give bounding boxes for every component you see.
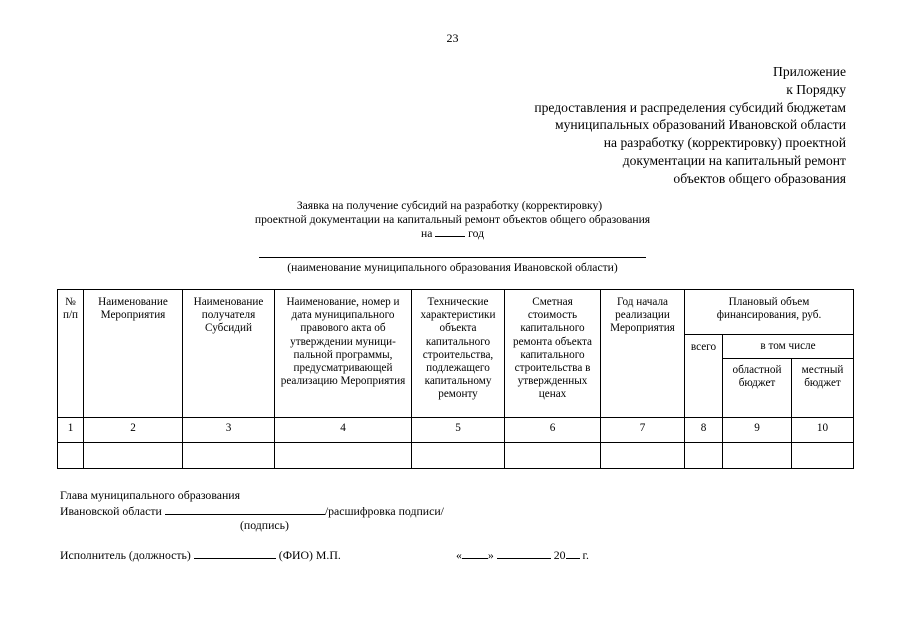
- head-title: Глава муниципального образования: [60, 488, 241, 502]
- executor-line: [60, 548, 341, 563]
- date-open-quote: «: [456, 548, 462, 562]
- municipality-underline: [259, 257, 646, 258]
- appendix-line: объектов общего образования: [673, 170, 846, 186]
- table-row: [58, 443, 854, 469]
- executor-field[interactable]: [194, 548, 276, 559]
- appendix-line: Приложение: [773, 64, 846, 79]
- header-planned-funding: Плановый объем финансирования, руб.: [685, 290, 854, 335]
- table-cell[interactable]: [601, 443, 685, 469]
- appendix-block: [534, 63, 846, 188]
- column-number: 7: [601, 418, 685, 443]
- header-including: в том числе: [723, 335, 854, 359]
- header-tech-specs: Технические характеристики объекта капитального строительства, подлежащего капитальному ремонту: [412, 290, 505, 418]
- fio-mp: (ФИО) М.П.: [278, 548, 341, 562]
- appendix-line: к Порядку: [786, 81, 846, 97]
- column-number: 6: [505, 418, 601, 443]
- column-number: 1: [58, 418, 84, 443]
- year-suffix: г.: [582, 548, 589, 562]
- appendix-line: муниципальных образований Ивановской области: [555, 117, 846, 133]
- year-field[interactable]: [566, 548, 580, 559]
- executor-label: Исполнитель (должность): [60, 548, 191, 562]
- table-cell[interactable]: [412, 443, 505, 469]
- table-cell[interactable]: [84, 443, 183, 469]
- year-suffix: год: [468, 227, 484, 240]
- signature-caption: (подпись): [240, 518, 289, 532]
- column-number: 2: [84, 418, 183, 443]
- header-recipient: Наименование получателя Субсидий: [183, 290, 275, 418]
- header-regional-budget: областной бюджет: [723, 359, 792, 418]
- day-field[interactable]: [462, 548, 488, 559]
- appendix-line: на разработку (корректировку) проектной: [603, 135, 846, 151]
- signature-field[interactable]: [165, 504, 325, 515]
- page-number: 23: [446, 31, 459, 45]
- header-num: № п/п: [58, 290, 84, 418]
- form-title: [0, 199, 905, 241]
- header-total: всего: [685, 335, 723, 418]
- form-title-line: Заявка на получение субсидий на разработку (корректировку): [296, 199, 603, 212]
- table-cell[interactable]: [505, 443, 601, 469]
- table-cell[interactable]: [275, 443, 412, 469]
- date-close-quote: »: [487, 548, 494, 562]
- column-number: 5: [412, 418, 505, 443]
- column-number: 4: [275, 418, 412, 443]
- appendix-line: предоставления и распределения субсидий бюджетам: [534, 99, 846, 115]
- column-number: 8: [685, 418, 723, 443]
- form-title-year: [0, 227, 905, 241]
- header-start-year: Год начала реализации Мероприятия: [601, 290, 685, 418]
- form-title-line: проектной документации на капитальный ремонт объектов общего образования: [254, 213, 651, 226]
- column-number: 9: [723, 418, 792, 443]
- year-blank: [435, 227, 465, 237]
- table-cell[interactable]: [723, 443, 792, 469]
- application-table: [57, 289, 854, 469]
- table-cell[interactable]: [183, 443, 275, 469]
- header-estimated-cost: Сметная стоимость капитального ремонта объекта капитального строительства в утвержденных ценах: [505, 290, 601, 418]
- year-prefix: 20: [553, 548, 566, 562]
- table-cell[interactable]: [685, 443, 723, 469]
- header-local-budget: местный бюджет: [792, 359, 854, 418]
- header-legal-act: Наименование, номер и дата муниципального правового акта об утверждении муници-пальной программы, предусматривающей реализацию Мероприятия: [275, 290, 412, 418]
- year-prefix: на: [421, 227, 433, 240]
- table-cell[interactable]: [58, 443, 84, 469]
- table-cell[interactable]: [792, 443, 854, 469]
- municipality-caption: (наименование муниципального образования Ивановской области): [287, 261, 618, 274]
- month-field[interactable]: [497, 548, 551, 559]
- appendix-line: документации на капитальный ремонт: [622, 152, 846, 168]
- column-number: 10: [792, 418, 854, 443]
- head-region: Ивановской области: [60, 504, 162, 518]
- header-event: Наименование Мероприятия: [84, 290, 183, 418]
- column-number: 3: [183, 418, 275, 443]
- head-signature-line: [60, 504, 444, 519]
- date-line: [456, 548, 589, 563]
- signature-decode: /расшифровка подписи/: [324, 504, 444, 518]
